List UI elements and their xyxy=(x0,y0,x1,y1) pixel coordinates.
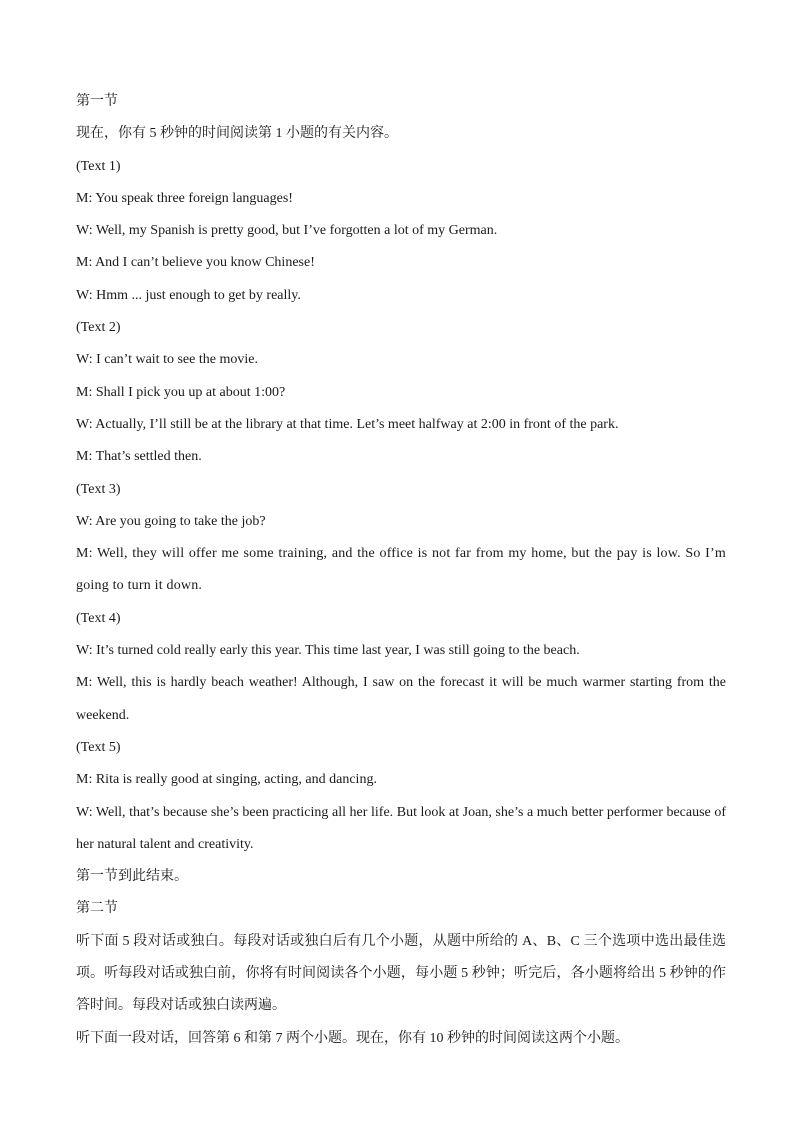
text2-line-1: W: I can’t wait to see the movie. xyxy=(76,352,258,368)
text3-label: (Text 3) xyxy=(76,481,121,497)
text4-label: (Text 4) xyxy=(76,610,121,626)
text2-label: (Text 2) xyxy=(76,320,121,336)
text1-line-2: W: Well, my Spanish is pretty good, but I’ve forgotten a lot of my German. xyxy=(76,223,498,239)
section1-intro: 现在，你有 5 秒钟的时间阅读第 1 小题的有关内容。 xyxy=(76,126,398,142)
text2-line-2: M: Shall I pick you up at about 1:00? xyxy=(76,384,286,400)
text4-line-1: W: It’s turned cold really early this year. This time last year, I was still going to the beach. xyxy=(76,643,580,659)
text4-line-2: M: Well, this is hardly beach weather! Although, I saw on the forecast it will be much warmer starting from the weekend. xyxy=(76,675,726,723)
text1-line-1: M: You speak three foreign languages! xyxy=(76,190,293,206)
section2-dialogue-intro: 听下面一段对话，回答第 6 和第 7 两个小题。现在，你有 10 秒钟的时间阅读这两个小题。 xyxy=(76,1030,629,1046)
text2-line-3: W: Actually, I’ll still be at the library at that time. Let’s meet halfway at 2:00 in front of the park. xyxy=(76,416,619,432)
document-page xyxy=(76,86,726,1055)
text3-line-1: W: Are you going to take the job? xyxy=(76,513,266,529)
text3-line-2: M: Well, they will offer me some training, and the office is not far from my home, but the pay is low. So I’m going to turn it down. xyxy=(76,546,726,594)
text1-label: (Text 1) xyxy=(76,158,121,174)
section2-instructions: 听下面 5 段对话或独白。每段对话或独白后有几个小题，从题中所给的 A、B、C 三个选项中选出最佳选项。听每段对话或独白前，你将有时间阅读各个小题，每小题 5 秒钟；听完后，各小题将给出 5 秒钟的作答时间。每段对话或独白读两遍。 xyxy=(76,933,726,1014)
text5-line-1: M: Rita is really good at singing, acting, and dancing. xyxy=(76,772,377,788)
section2-heading: 第二节 xyxy=(76,901,118,917)
text1-line-3: M: And I can’t believe you know Chinese! xyxy=(76,255,315,271)
section1-heading: 第一节 xyxy=(76,94,118,109)
text1-line-4: W: Hmm ... just enough to get by really. xyxy=(76,287,301,303)
text5-line-2: W: Well, that’s because she’s been practicing all her life. But look at Joan, she’s a much better performer because of her natural talent and creativity. xyxy=(76,804,726,852)
section1-end: 第一节到此结束。 xyxy=(76,869,188,885)
text5-label: (Text 5) xyxy=(76,739,121,755)
text2-line-4: M: That’s settled then. xyxy=(76,449,202,465)
